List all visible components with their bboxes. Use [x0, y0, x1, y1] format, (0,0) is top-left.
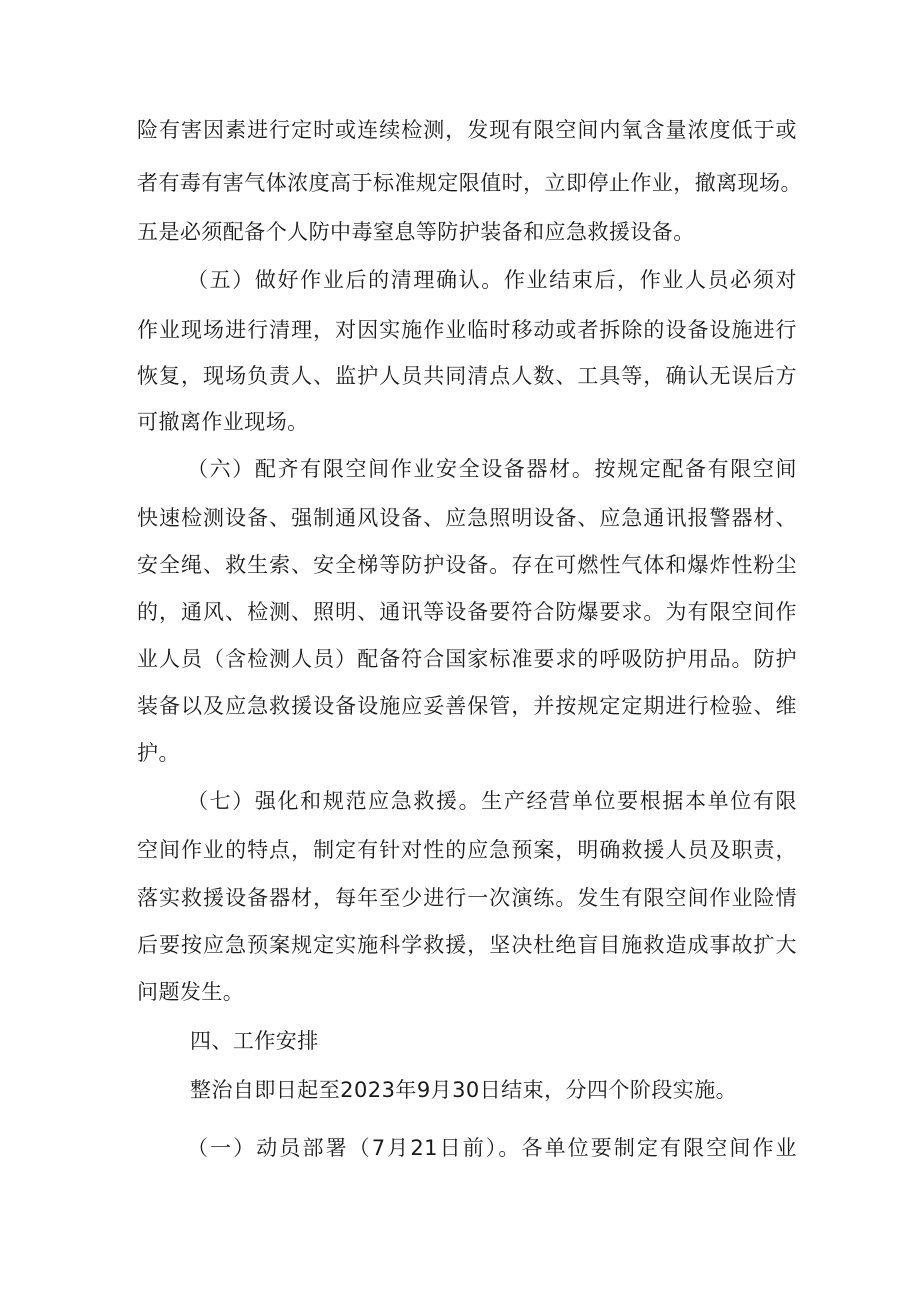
- text-line: 护。: [137, 741, 180, 765]
- paragraph-heading-line: （七）强化和规范应急救援。生产经营单位要根据本单位有限: [187, 789, 797, 813]
- text-line: 快速检测设备、强制通风设备、应急照明设备、应急通讯报警器材、: [137, 506, 797, 530]
- text-line: 安全绳、救生索、安全梯等防护设备。存在可燃性气体和爆炸性粉尘: [137, 553, 797, 577]
- text-line: 空间作业的特点，制定有针对性的应急预案，明确救援人员及职责，: [137, 838, 797, 862]
- text-line: 落实救援设备器材，每年至少进行一次演练。发生有限空间作业险情: [137, 886, 797, 910]
- text-line: 作业现场进行清理，对因实施作业临时移动或者拆除的设备设施进行: [137, 318, 797, 342]
- section-heading: 四、工作安排: [190, 1029, 319, 1053]
- text-line: 恢复，现场负责人、监护人员共同清点人数、工具等，确认无误后方: [137, 364, 797, 388]
- text-line: 装备以及应急救援设备设施应妥善保管，并按规定定期进行检验、维: [137, 694, 797, 718]
- text-line: 问题发生。: [137, 980, 245, 1004]
- text-line: 后要按应急预案规定实施科学救援，坚决杜绝盲目施救造成事故扩大: [137, 933, 797, 957]
- text-line: 整治自即日起至2023年9月30日结束，分四个阶段实施。: [190, 1078, 738, 1102]
- text-line: 者有毒有害气体浓度高于标准规定限值时，立即停止作业，撤离现场。: [137, 171, 802, 195]
- paragraph-heading-line: （六）配齐有限空间作业安全设备器材。按规定配备有限空间: [187, 457, 797, 481]
- text-line: 的，通风、检测、照明、通讯等设备要符合防爆要求。为有限空间作: [137, 600, 797, 624]
- paragraph-heading-line: （一）动员部署（7月21日前）。各单位要制定有限空间作业: [187, 1136, 797, 1160]
- text-line: 业人员（含检测人员）配备符合国家标准要求的呼吸防护用品。防护: [137, 647, 797, 671]
- text-line: 五是必须配备个人防中毒窒息等防护装备和应急救援设备。: [137, 220, 695, 244]
- text-line: 可撤离作业现场。: [137, 410, 309, 434]
- text-line: 险有害因素进行定时或连续检测，发现有限空间内氧含量浓度低于或: [137, 118, 797, 142]
- paragraph-heading-line: （五）做好作业后的清理确认。作业结束后，作业人员必须对: [187, 268, 797, 292]
